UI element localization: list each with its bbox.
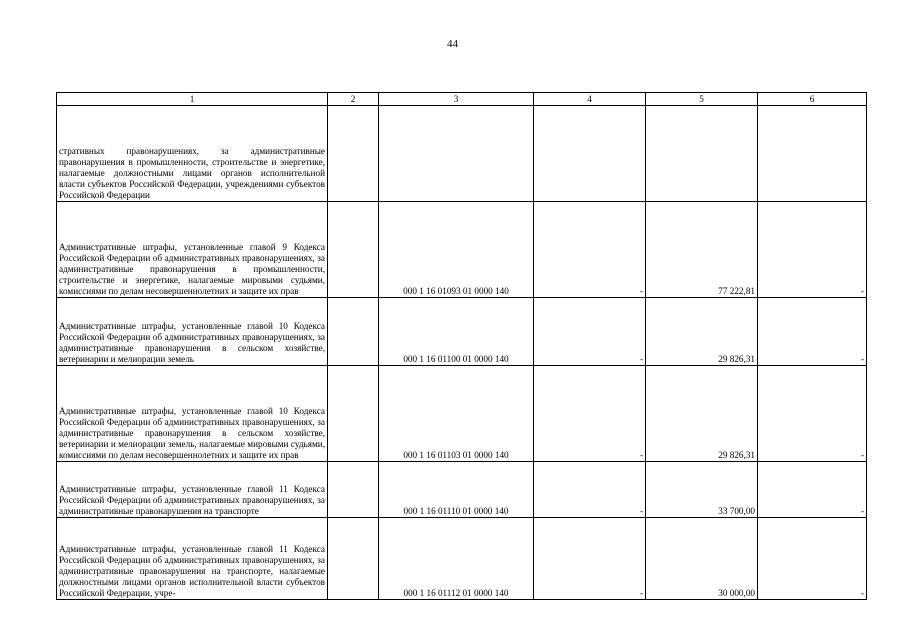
table-row bbox=[57, 518, 867, 600]
table-row bbox=[57, 106, 867, 202]
row-col2 bbox=[328, 202, 379, 298]
table-row bbox=[57, 298, 867, 366]
row-col4 bbox=[534, 106, 646, 202]
row-description: Административные штрафы, установленные главой 9 Кодекса Российской Федерации об административных правонарушениях, за административные правонарушения в промышленности, строительстве и энергетике, налагаемые мировыми судьями, комиссиями по делам несовершеннолетних и защите их прав bbox=[57, 202, 328, 298]
row-code: 000 1 16 01112 01 0000 140 bbox=[379, 518, 534, 600]
row-code: 000 1 16 01110 01 0000 140 bbox=[379, 462, 534, 518]
header-cell-2: 2 bbox=[328, 93, 379, 106]
table-row bbox=[57, 202, 867, 298]
row-col4: - bbox=[534, 366, 646, 462]
page-number: 44 bbox=[447, 38, 458, 50]
row-description: Административные штрафы, установленные главой 11 Кодекса Российской Федерации об административных правонарушениях, за административные правонарушения на транспорте, налагаемые должностными лицами органов исполнительной власти субъектов Российской Федерации, учре- bbox=[57, 518, 328, 600]
header-cell-5: 5 bbox=[646, 93, 758, 106]
row-col6: - bbox=[758, 366, 867, 462]
row-code: 000 1 16 01103 01 0000 140 bbox=[379, 366, 534, 462]
table-header-row bbox=[57, 93, 867, 106]
row-col4: - bbox=[534, 518, 646, 600]
row-col4: - bbox=[534, 298, 646, 366]
table-row bbox=[57, 366, 867, 462]
row-col2 bbox=[328, 366, 379, 462]
row-col2 bbox=[328, 462, 379, 518]
row-col5: 30 000,00 bbox=[646, 518, 758, 600]
table-row bbox=[57, 462, 867, 518]
row-code bbox=[379, 106, 534, 202]
row-col4: - bbox=[534, 462, 646, 518]
row-col2 bbox=[328, 518, 379, 600]
row-col5: 29 826,31 bbox=[646, 366, 758, 462]
header-cell-3: 3 bbox=[379, 93, 534, 106]
row-col6 bbox=[758, 106, 867, 202]
row-col6: - bbox=[758, 202, 867, 298]
row-description: Административные штрафы, установленные главой 10 Кодекса Российской Федерации об административных правонарушениях, за административные правонарушения в сельском хозяйстве, ветеринарии и мелиорации земель bbox=[57, 298, 328, 366]
row-col5: 29 826,31 bbox=[646, 298, 758, 366]
row-col6: - bbox=[758, 462, 867, 518]
row-description: Административные штрафы, установленные главой 10 Кодекса Российской Федерации об административных правонарушениях, за административные правонарушения в сельском хозяйстве, ветеринарии и мелиорации земель, налагаемые мировыми судьями, комиссиями по делам несовершеннолетних и защите их прав bbox=[57, 366, 328, 462]
row-col6: - bbox=[758, 298, 867, 366]
row-description: стративных правонарушениях, за административные правонарушения в промышленности, строительстве и энергетике, налагаемые должностными лицами органов исполнительной власти субъектов Российской Федерации, учреждениями субъектов Российской Федерации bbox=[57, 106, 328, 202]
header-cell-4: 4 bbox=[534, 93, 646, 106]
budget-table bbox=[56, 92, 867, 600]
row-col5 bbox=[646, 106, 758, 202]
row-col6: - bbox=[758, 518, 867, 600]
row-code: 000 1 16 01100 01 0000 140 bbox=[379, 298, 534, 366]
header-cell-6: 6 bbox=[758, 93, 867, 106]
row-col5: 33 700,00 bbox=[646, 462, 758, 518]
row-code: 000 1 16 01093 01 0000 140 bbox=[379, 202, 534, 298]
row-col4: - bbox=[534, 202, 646, 298]
row-description: Административные штрафы, установленные главой 11 Кодекса Российской Федерации об административных правонарушениях, за административные правонарушения на транспорте bbox=[57, 462, 328, 518]
row-col2 bbox=[328, 106, 379, 202]
row-col2 bbox=[328, 298, 379, 366]
row-col5: 77 222,81 bbox=[646, 202, 758, 298]
header-cell-1: 1 bbox=[57, 93, 328, 106]
